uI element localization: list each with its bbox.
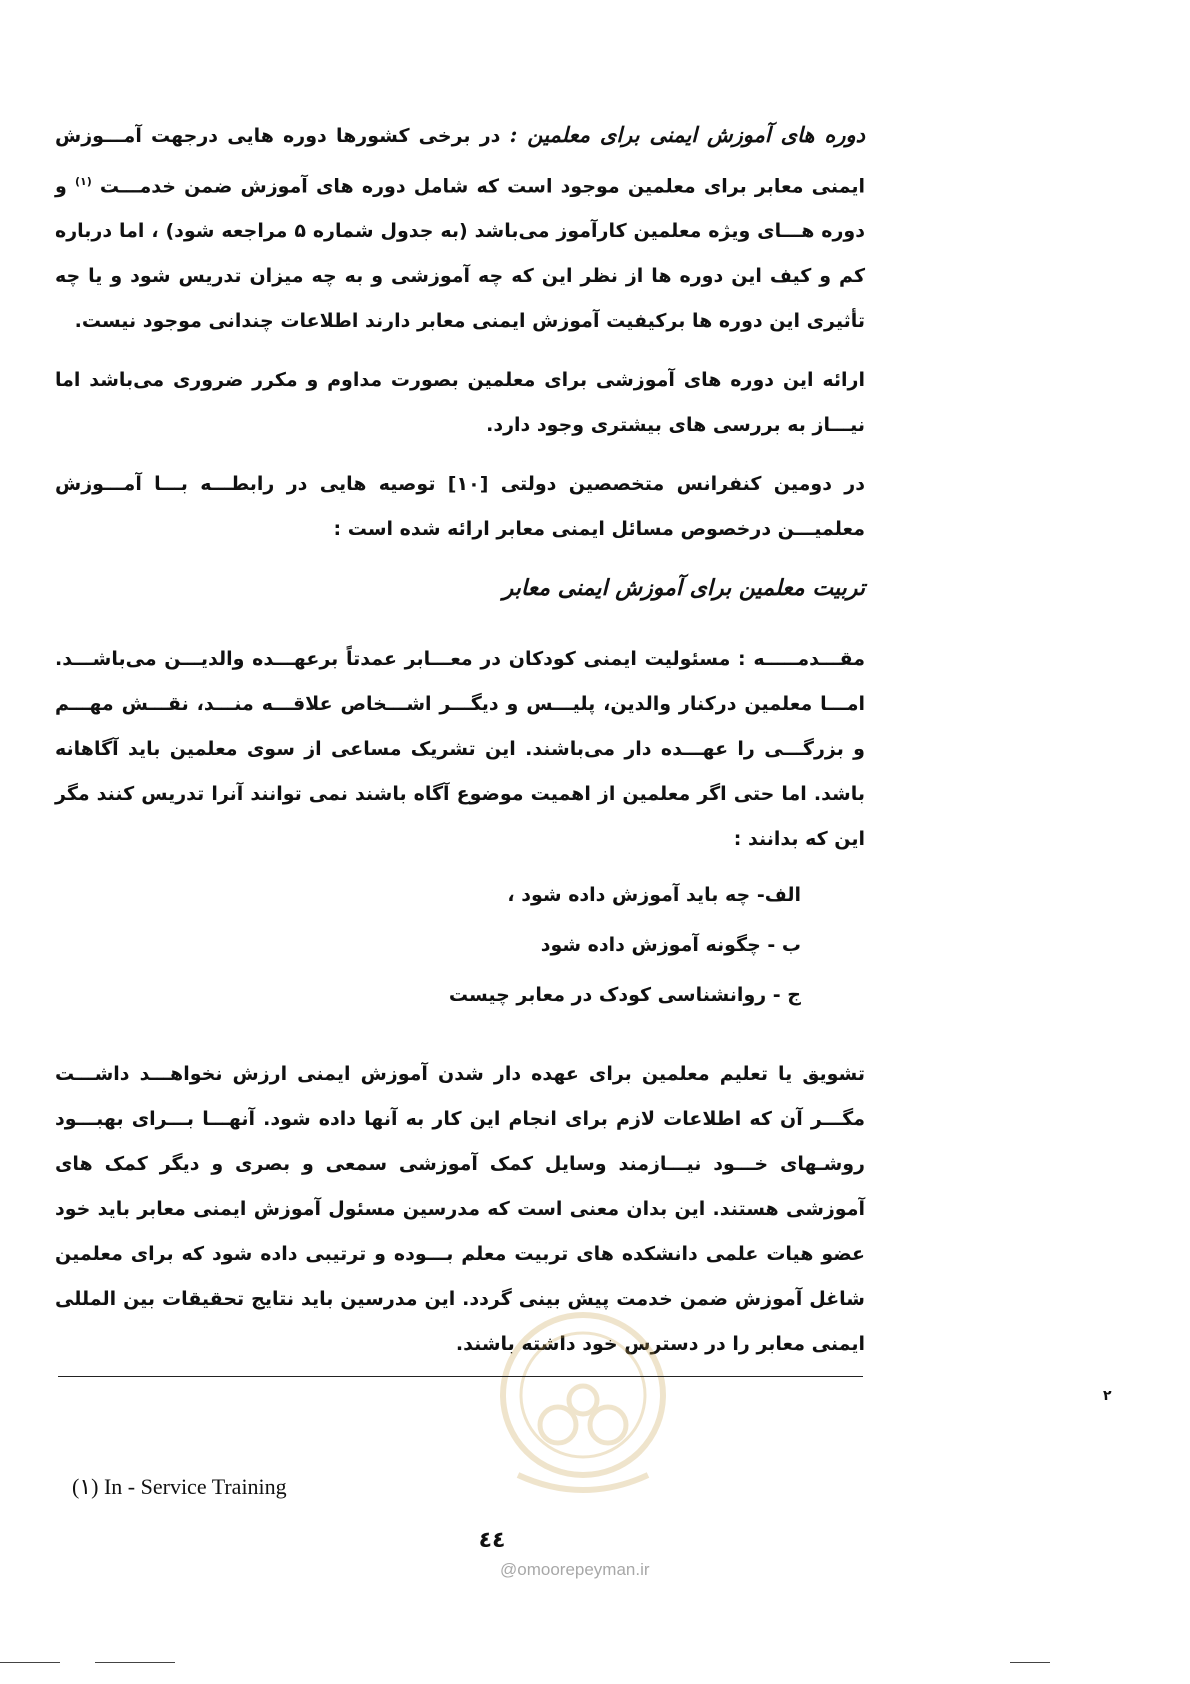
intro-lead-term: دوره های آموزش ایمنی برای معلمین :	[509, 122, 865, 147]
footnote-divider	[58, 1376, 863, 1377]
paragraph-training: تشویق یا تعلیم معلمین برای عهده دار شدن آموزش ایمنی ارزش نخواهـــد داشـــت مگـــر آن که اطلاعات لازم برای انجام این کار به آنها داده شود. آنهـــا بـــرای بهبـــود روشـهای خـــود نیـــازمند وسایل کمک آموزشی سمعی و بصری و دیگر کمک های آموزشی هستند. این بدان معنی است که مدرسین مسئول آموزش ایمنی معابر باید خود عضو هیات علمی دانشکده های تربیت معلم بـــوده و ترتیبی داده شود که برای معلمین شاغل آموزش ضمن خدمت پیش بینی گردد. این مدرسین باید نتایج تحقیقات بین المللی ایمنی معابر را در دسترس خود داشته باشند.	[55, 1063, 865, 1356]
intro-body-b: و دوره هـــای ویژه معلمین کارآموز می‌باشد (به جدول شماره ۵ مراجعه شود) ، اما درباره کم و کیف این دوره ها از نظر این که چه آموزشی و به چه میزان تدریس شود و یا چه تأثیری این دوره ها برکیفیت آموزش ایمنی معابر دارند اطلاعات چندانی موجود نیست.	[55, 175, 865, 333]
watermark-seal-icon	[488, 1305, 678, 1515]
requirements-list	[55, 870, 865, 1020]
intro-paragraph	[55, 112, 865, 344]
page-number: ٤٤	[478, 1528, 506, 1553]
footnote-ref: (۱)	[74, 175, 92, 188]
list-item: الف- چه باید آموزش داده شود ،	[507, 884, 801, 907]
paragraph-conference: در دومین کنفرانس متخصصین دولتی [۱۰] توصیه هایی در رابطـــه بـــا آمـــوزش معلمیـــن درخصوص مسائل ایمنی معابر ارائه شده است :	[55, 473, 865, 541]
scan-edge-line	[1010, 1662, 1050, 1663]
list-item: ب - چگونه آموزش داده شود	[540, 934, 801, 957]
scan-edge-line	[0, 1662, 60, 1663]
body-text	[55, 112, 865, 1367]
intro-body-a: در برخی کشورها دوره هایی درجهت آمـــوزش ایمنی معابر برای معلمین موجود است که شامل دوره های آموزش ضمن خدمـــت	[55, 125, 865, 198]
paragraph-introduction: مقـــدمـــــه : مسئولیت ایمنی کودکان در معـــابر عمدتاً برعهـــده والدیـــن می‌باشـــد. امـــا معلمین درکنار والدین، پلیـــس و دیگـــر اشـــخاص علاقـــه منـــد، نقـــش مهـــم و بزرگـــی را عهـــده دار می‌باشند. این تشریک مساعی از سوی معلمین باید آگاهانه باشد. اما حتی اگر معلمین از اهمیت موضوع آگاه باشند نمی توانند آنرا تدریس کنند مگر این که بدانند :	[55, 648, 865, 851]
section-heading: تربیت معلمین برای آموزش ایمنی معابر	[502, 575, 865, 602]
paragraph-courses: ارائه این دوره های آموزشی برای معلمین بصورت مداوم و مکرر ضروری می‌باشد اما نیـــاز به بررسی های بیشتری وجود دارد.	[55, 369, 865, 437]
scan-edge-line	[95, 1662, 175, 1663]
watermark-url: @omoorepeyman.ir	[500, 1560, 650, 1579]
footnote: (۱) In - Service Training	[72, 1474, 287, 1499]
margin-mark: ۲	[1103, 1388, 1112, 1404]
list-item: ج - روانشناسی کودک در معابر چیست	[448, 984, 801, 1007]
